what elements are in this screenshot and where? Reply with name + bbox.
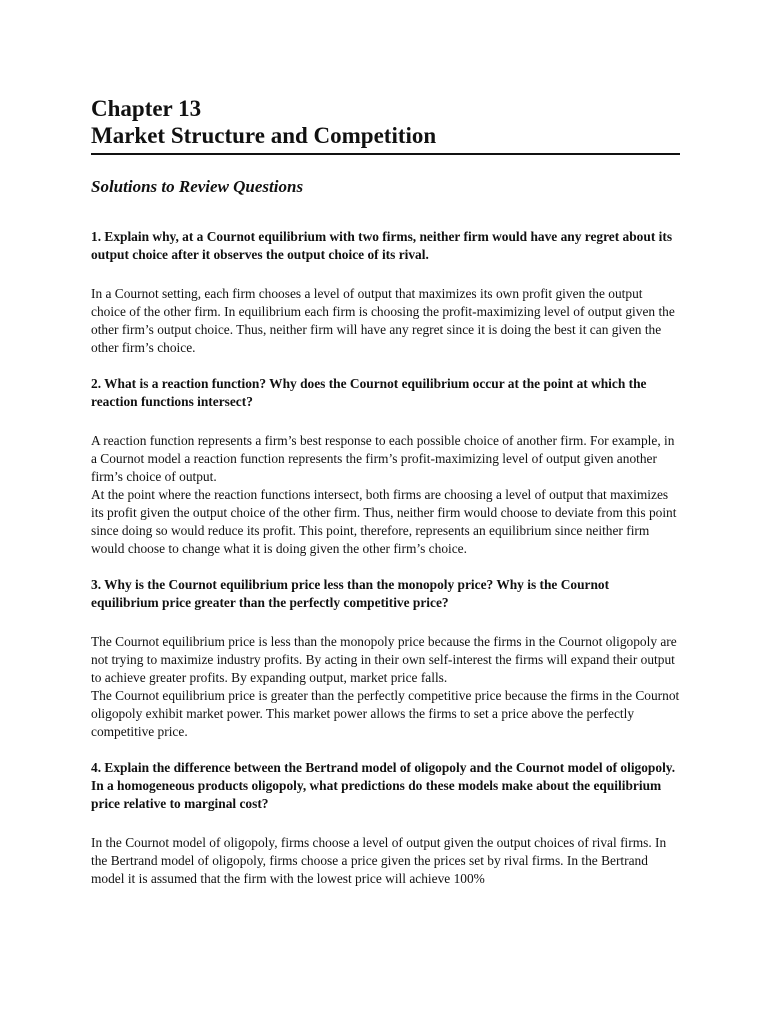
question-3: 3. Why is the Cournot equilibrium price less than the monopoly price? Why is the Cournot equilibrium price greater than the perfectly competitive price? bbox=[91, 577, 610, 610]
qa-block-1 bbox=[91, 228, 680, 357]
answer-4-para-1: In the Cournot model of oligopoly, firms choose a level of output given the output choices of rival firms. In the Bertrand model of oligopoly, firms choose a price given the prices set by rival firms. In the Bertrand model it is assumed that the firm with the lowest price will achieve 100% bbox=[91, 835, 667, 886]
answer-2-para-2: At the point where the reaction functions intersect, both firms are choosing a level of output that maximizes its profit given the output choice of the other firm. Thus, neither firm would choose to deviate from this point since doing so would reduce its profit. This point, therefore, represents an equilibrium since neither firm would choose to change what it is doing given the other firm’s choice. bbox=[91, 487, 677, 556]
answer-1-para-1: In a Cournot setting, each firm chooses a level of output that maximizes its own profit given the output choice of the other firm. In equilibrium each firm is choosing the profit-maximizing level of output given the other firm’s output choice. Thus, neither firm will have any regret since it is doing the best it can given the other firm’s choice. bbox=[91, 286, 675, 355]
section-subtitle: Solutions to Review Questions bbox=[91, 177, 304, 196]
answer-3-para-1: The Cournot equilibrium price is less than the monopoly price because the firms in the Cournot oligopoly are not trying to maximize industry profits. By acting in their own self-interest the firms will expand their output to achieve greater profits. By expanding output, market price falls. bbox=[91, 634, 677, 685]
question-2: 2. What is a reaction function? Why does the Cournot equilibrium occur at the point at which the reaction functions intersect? bbox=[91, 376, 647, 409]
chapter-title: Market Structure and Competition bbox=[91, 123, 437, 148]
qa-block-2 bbox=[91, 375, 680, 558]
title-rule bbox=[91, 153, 680, 155]
question-4: 4. Explain the difference between the Bertrand model of oligopoly and the Cournot model of oligopoly. In a homogeneous products oligopoly, what predictions do these models make about the equilibrium price relative to marginal cost? bbox=[91, 760, 676, 811]
answer-2-para-1: A reaction function represents a firm’s best response to each possible choice of another firm. For example, in a Cournot model a reaction function represents the firm’s profit-maximizing level of output given another firm’s choice of output. bbox=[91, 433, 675, 484]
answer-3-para-2: The Cournot equilibrium price is greater than the perfectly competitive price because the firms in the Cournot oligopoly exhibit market power. This market power allows the firms to set a price above the perfectly competitive price. bbox=[91, 688, 680, 739]
chapter-number: Chapter 13 bbox=[91, 96, 202, 121]
question-1: 1. Explain why, at a Cournot equilibrium with two firms, neither firm would have any regret about its output choice after it observes the output choice of its rival. bbox=[91, 229, 673, 262]
document-page bbox=[91, 95, 680, 888]
qa-block-3 bbox=[91, 576, 680, 741]
qa-block-4 bbox=[91, 759, 680, 888]
